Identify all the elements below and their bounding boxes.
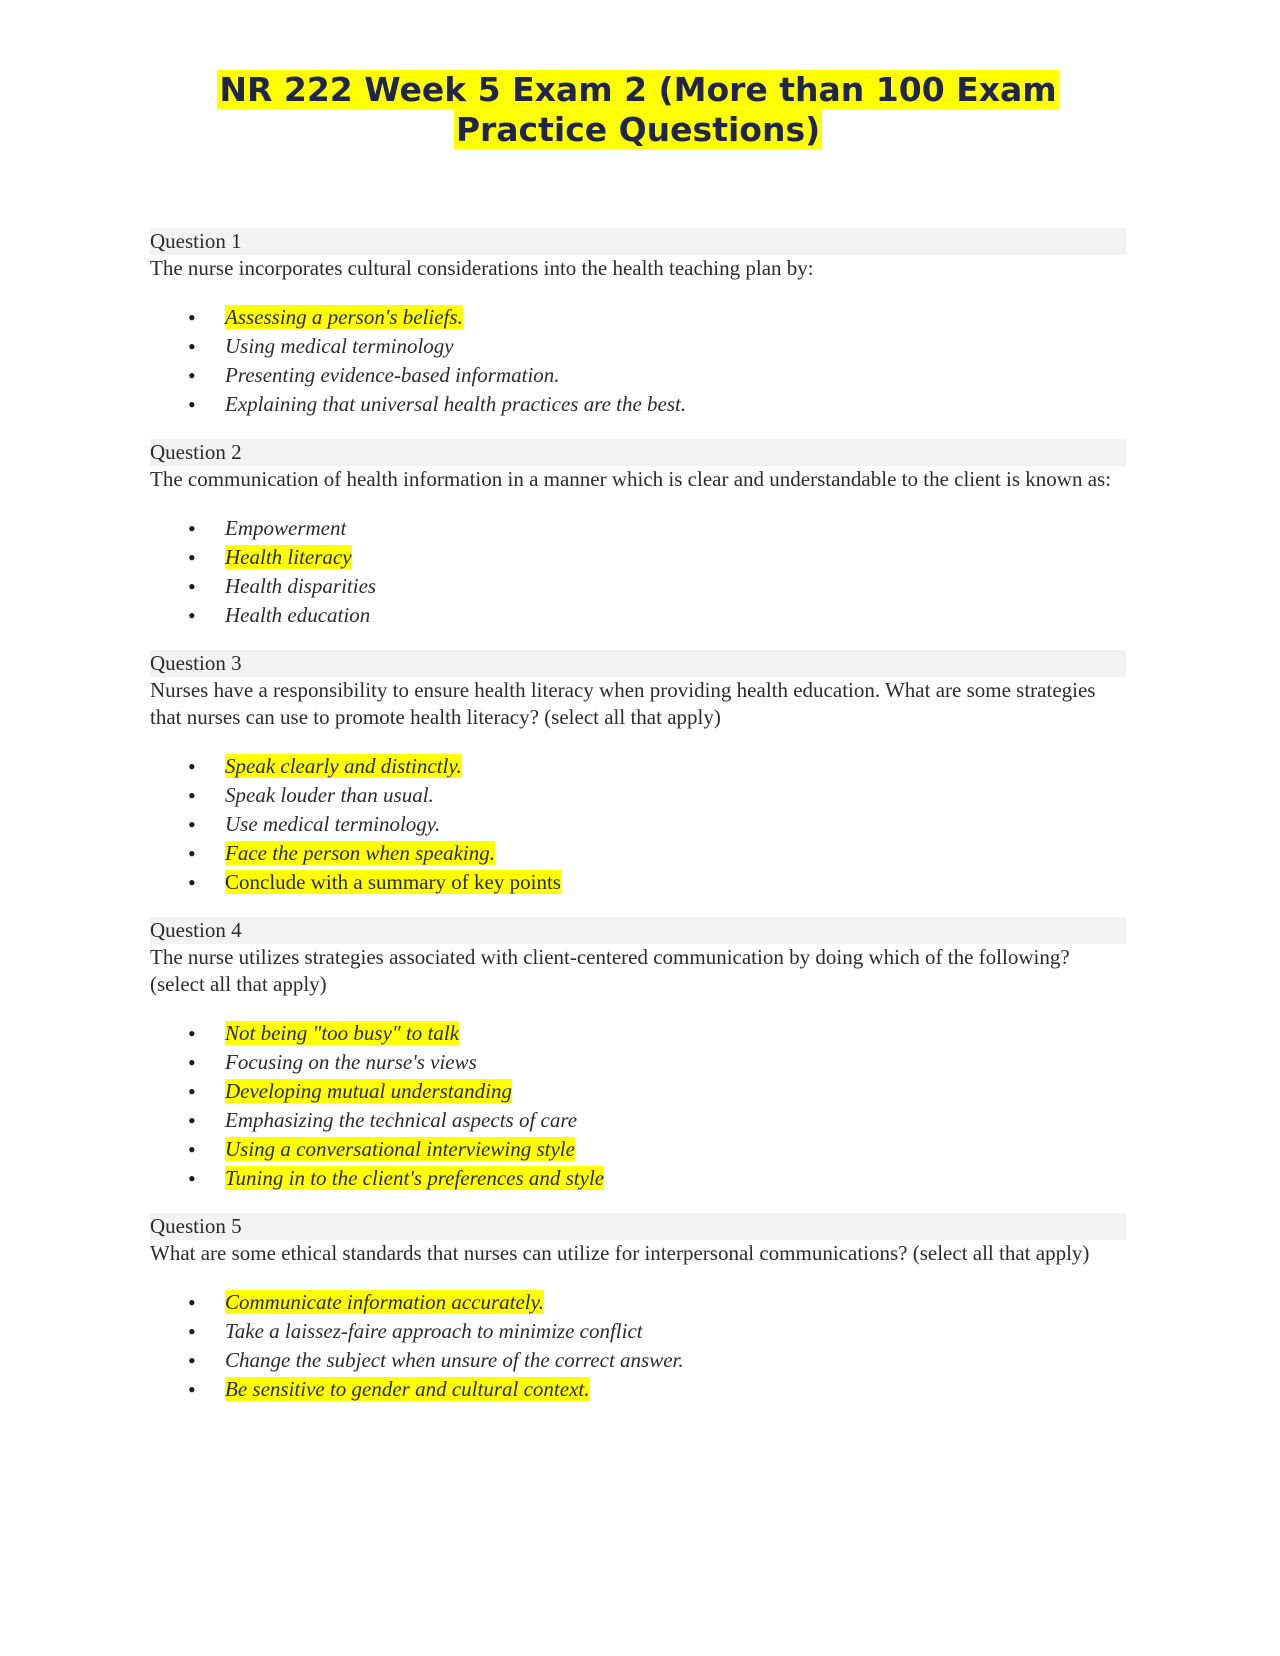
answer-text: Change the subject when unsure of the correct answer. <box>225 1348 684 1372</box>
highlighted-answer-text: Developing mutual understanding <box>225 1079 512 1103</box>
bullet-icon: • <box>188 363 196 388</box>
highlighted-answer-text: Face the person when speaking. <box>225 841 496 865</box>
question-block <box>150 228 1126 419</box>
answer-options <box>150 514 1126 630</box>
questions-list <box>150 228 1126 1404</box>
bullet-icon: • <box>188 574 196 599</box>
answer-option <box>150 810 1126 839</box>
bullet-icon: • <box>188 516 196 541</box>
highlighted-answer-text: Speak clearly and distinctly. <box>225 754 462 778</box>
answer-option <box>150 1375 1126 1404</box>
question-label: Question 5 <box>150 1213 1126 1240</box>
answer-text: Health education <box>225 603 371 627</box>
bullet-icon: • <box>188 1377 196 1402</box>
answer-text: Health disparities <box>225 574 377 598</box>
title-line-2: Practice Questions) <box>455 110 821 149</box>
question-label: Question 4 <box>150 917 1126 944</box>
answer-text: Speak louder than usual. <box>225 783 434 807</box>
question-text: What are some ethical standards that nurses can utilize for interpersonal communications? (select all that apply) <box>150 1241 1090 1265</box>
answer-option <box>150 1164 1126 1193</box>
question-text: The nurse utilizes strategies associated with client-centered communication by doing which of the following? (select all that apply) <box>150 945 1070 996</box>
answer-option <box>150 514 1126 543</box>
answer-option <box>150 303 1126 332</box>
answer-option <box>150 1048 1126 1077</box>
answer-option <box>150 752 1126 781</box>
question-label: Question 1 <box>150 228 1126 255</box>
bullet-icon: • <box>188 870 196 895</box>
document-title <box>150 70 1126 150</box>
answer-option <box>150 1106 1126 1135</box>
answer-option <box>150 601 1126 630</box>
answer-option <box>150 332 1126 361</box>
answer-option <box>150 1317 1126 1346</box>
bullet-icon: • <box>188 1166 196 1191</box>
answer-option <box>150 1288 1126 1317</box>
answer-option <box>150 543 1126 572</box>
highlighted-answer-text: Be sensitive to gender and cultural context. <box>225 1377 590 1401</box>
bullet-icon: • <box>188 1137 196 1162</box>
answer-option <box>150 1346 1126 1375</box>
answer-text: Presenting evidence-based information. <box>225 363 560 387</box>
document-page <box>150 70 1126 1424</box>
question-text: Nurses have a responsibility to ensure health literacy when providing health education. What are some strategies that nurses can use to promote health literacy? (select all that apply) <box>150 678 1096 729</box>
bullet-icon: • <box>188 603 196 628</box>
answer-option <box>150 868 1126 897</box>
answer-option <box>150 1135 1126 1164</box>
highlighted-answer-text: Not being "too busy" to talk <box>225 1021 460 1045</box>
answer-option <box>150 361 1126 390</box>
bullet-icon: • <box>188 754 196 779</box>
highlighted-answer-text: Communicate information accurately. <box>225 1290 545 1314</box>
bullet-icon: • <box>188 841 196 866</box>
bullet-icon: • <box>188 1079 196 1104</box>
answer-text: Focusing on the nurse's views <box>225 1050 477 1074</box>
highlighted-answer-text: Tuning in to the client's preferences and style <box>225 1166 605 1190</box>
answer-option <box>150 781 1126 810</box>
answer-options <box>150 1019 1126 1193</box>
highlighted-answer-text: Health literacy <box>225 545 352 569</box>
answer-text: Empowerment <box>225 516 347 540</box>
answer-text: Take a laissez-faire approach to minimize conflict <box>225 1319 643 1343</box>
highlighted-answer-text: Using a conversational interviewing style <box>225 1137 575 1161</box>
question-block <box>150 917 1126 1193</box>
bullet-icon: • <box>188 392 196 417</box>
bullet-icon: • <box>188 1021 196 1046</box>
highlighted-answer-text: Assessing a person's beliefs. <box>225 305 463 329</box>
answer-text: Using medical terminology <box>225 334 454 358</box>
answer-option <box>150 1019 1126 1048</box>
question-label: Question 3 <box>150 650 1126 677</box>
answer-option <box>150 1077 1126 1106</box>
answer-options <box>150 752 1126 897</box>
bullet-icon: • <box>188 1319 196 1344</box>
highlighted-answer-text: Conclude with a summary of key points <box>225 870 561 894</box>
bullet-icon: • <box>188 305 196 330</box>
question-text: The nurse incorporates cultural considerations into the health teaching plan by: <box>150 256 814 280</box>
bullet-icon: • <box>188 1108 196 1133</box>
bullet-icon: • <box>188 334 196 359</box>
answer-option <box>150 572 1126 601</box>
question-block <box>150 439 1126 630</box>
bullet-icon: • <box>188 1348 196 1373</box>
title-line-1: NR 222 Week 5 Exam 2 (More than 100 Exam <box>219 70 1057 109</box>
question-label: Question 2 <box>150 439 1126 466</box>
question-block <box>150 650 1126 897</box>
bullet-icon: • <box>188 783 196 808</box>
answer-text: Emphasizing the technical aspects of care <box>225 1108 578 1132</box>
bullet-icon: • <box>188 1290 196 1315</box>
question-block <box>150 1213 1126 1404</box>
answer-options <box>150 303 1126 419</box>
question-text: The communication of health information in a manner which is clear and understandable to the client is known as: <box>150 467 1112 491</box>
bullet-icon: • <box>188 812 196 837</box>
answer-option <box>150 390 1126 419</box>
answer-text: Use medical terminology. <box>225 812 441 836</box>
answer-option <box>150 839 1126 868</box>
bullet-icon: • <box>188 545 196 570</box>
answer-text: Explaining that universal health practices are the best. <box>225 392 687 416</box>
bullet-icon: • <box>188 1050 196 1075</box>
answer-options <box>150 1288 1126 1404</box>
